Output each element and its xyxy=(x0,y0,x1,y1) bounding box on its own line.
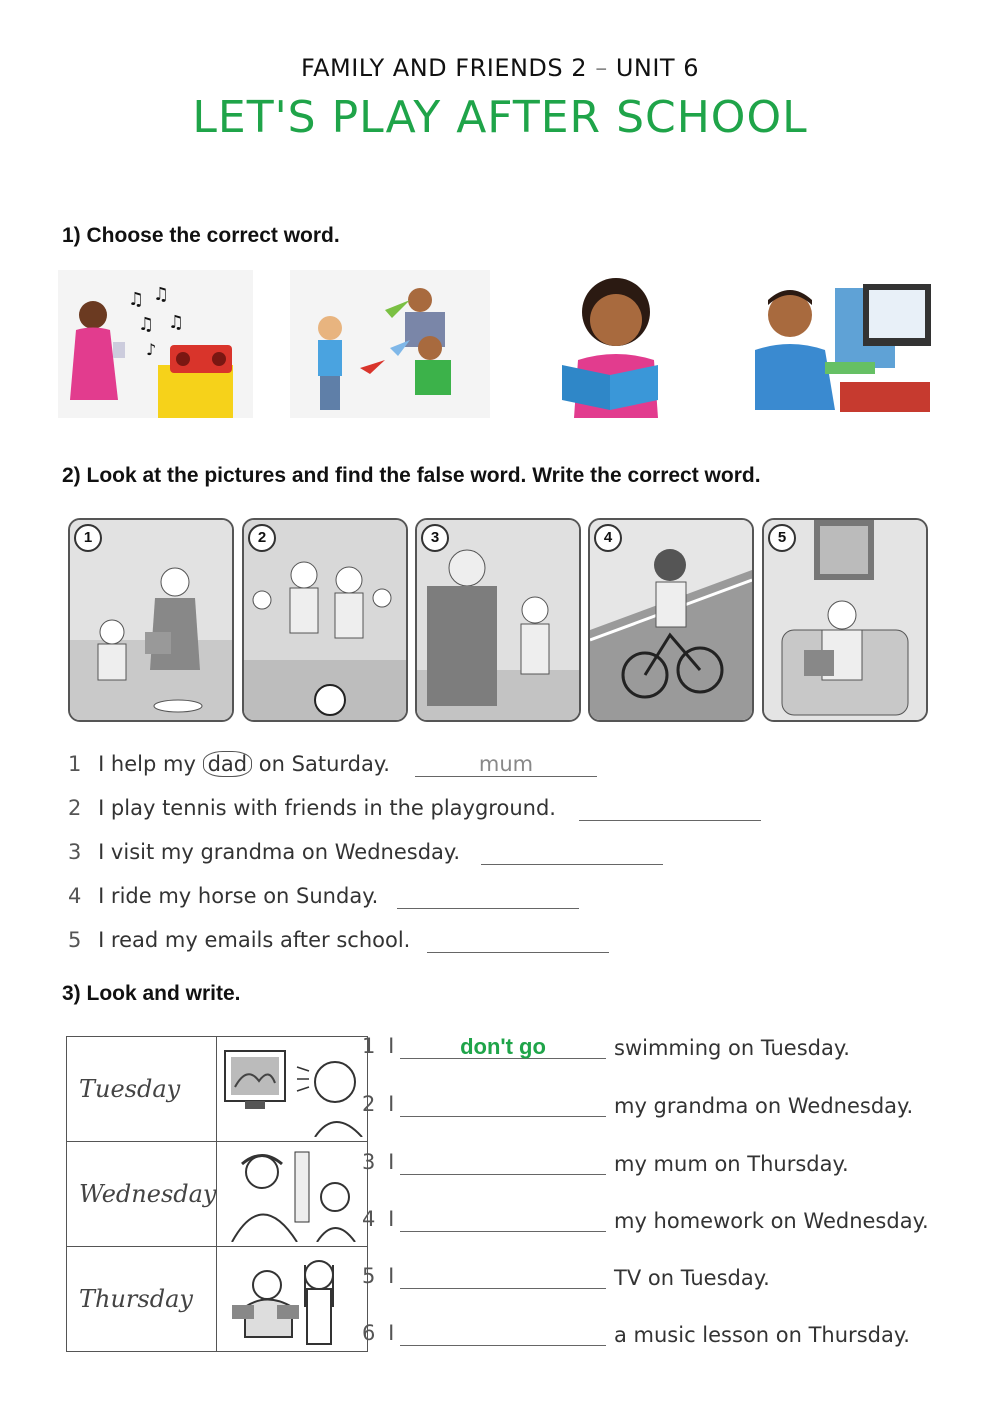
row-number: 6 xyxy=(362,1321,376,1345)
sentence-1 xyxy=(68,752,390,776)
visiting-grandma-picture xyxy=(217,1142,368,1247)
table-row xyxy=(67,1037,368,1142)
svg-text:♫: ♫ xyxy=(153,284,170,305)
subtitle-dash: – xyxy=(595,54,608,82)
sentence-number: 3 xyxy=(68,840,82,864)
day-cell xyxy=(67,1142,217,1247)
write-row-4 xyxy=(362,1207,394,1231)
write-row-5 xyxy=(362,1264,394,1288)
svg-text:♫: ♫ xyxy=(128,289,145,310)
row-rest-text: my homework on Wednesday. xyxy=(614,1209,929,1233)
row-rest-text: my mum on Thursday. xyxy=(614,1152,849,1176)
sentence-5 xyxy=(68,928,410,952)
days-table xyxy=(66,1036,368,1352)
row-rest-text: a music lesson on Thursday. xyxy=(614,1323,910,1347)
write-row-2 xyxy=(362,1092,394,1116)
table-row xyxy=(67,1142,368,1247)
write-row-6 xyxy=(362,1321,394,1345)
picture-panel-3 xyxy=(415,518,581,722)
answer-blank-1[interactable]: mum xyxy=(415,752,597,777)
row-rest-text: swimming on Tuesday. xyxy=(614,1036,850,1060)
sentence-number: 4 xyxy=(68,884,82,908)
sentence-2 xyxy=(68,796,556,820)
sentence-4 xyxy=(68,884,378,908)
day-cell xyxy=(67,1037,217,1142)
row-subject: I xyxy=(388,1207,395,1231)
answer-blank-2[interactable] xyxy=(579,796,761,821)
row-number: 5 xyxy=(362,1264,376,1288)
answer-blank-4[interactable] xyxy=(397,884,579,909)
exercise-2-title: 2) Look at the pictures and find the false word. Write the correct word. xyxy=(62,464,761,487)
row-subject: I xyxy=(388,1150,395,1174)
helping-mum-picture xyxy=(217,1247,368,1352)
row-number: 2 xyxy=(362,1092,376,1116)
row-subject: I xyxy=(388,1264,395,1288)
day-label: Thursday xyxy=(79,1285,193,1313)
write-blank-6[interactable] xyxy=(400,1321,606,1346)
listening-to-music-picture xyxy=(58,270,253,418)
sentence-text: I read my emails after school. xyxy=(98,928,411,952)
write-row-3 xyxy=(362,1150,394,1174)
picture-panel-4 xyxy=(588,518,754,722)
write-row-1 xyxy=(362,1034,394,1058)
day-cell xyxy=(67,1247,217,1352)
row-number: 3 xyxy=(362,1150,376,1174)
exercise-1-title: 1) Choose the correct word. xyxy=(62,224,340,247)
book-name: FAMILY AND FRIENDS 2 xyxy=(301,54,588,82)
answer-blank-5[interactable] xyxy=(427,928,609,953)
write-blank-5[interactable] xyxy=(400,1264,606,1289)
picture-panel-1 xyxy=(68,518,234,722)
write-blank-1[interactable]: don't go xyxy=(400,1034,606,1059)
panel-number: 4 xyxy=(594,524,622,552)
row-rest-text: my grandma on Wednesday. xyxy=(614,1094,914,1118)
sentence-number: 1 xyxy=(68,752,82,776)
playing-with-planes-picture xyxy=(290,270,490,418)
table-row xyxy=(67,1247,368,1352)
panel-number: 3 xyxy=(421,524,449,552)
sentence-text: I play tennis with friends in the playground. xyxy=(98,796,556,820)
row-rest-text: TV on Tuesday. xyxy=(614,1266,770,1290)
panel-number: 2 xyxy=(248,524,276,552)
picture-panel-2 xyxy=(242,518,408,722)
write-blank-2[interactable] xyxy=(400,1092,606,1117)
exercise-3-title: 3) Look and write. xyxy=(62,982,241,1005)
worksheet-title: LET'S PLAY AFTER SCHOOL xyxy=(192,92,808,143)
row-number: 1 xyxy=(362,1034,376,1058)
using-computer-picture xyxy=(745,270,933,418)
sentence-number: 2 xyxy=(68,796,82,820)
svg-text:♫: ♫ xyxy=(138,314,155,335)
day-label: Wednesday xyxy=(79,1180,217,1208)
svg-text:♫: ♫ xyxy=(168,312,185,333)
sentence-text: I visit my grandma on Wednesday. xyxy=(98,840,461,864)
panel-number: 5 xyxy=(768,524,796,552)
circled-word: dad xyxy=(203,751,253,777)
row-subject: I xyxy=(388,1092,395,1116)
panel-number: 1 xyxy=(74,524,102,552)
sentence-text: I ride my horse on Sunday. xyxy=(98,884,379,908)
watching-tv-picture xyxy=(217,1037,368,1142)
answer-blank-3[interactable] xyxy=(481,840,663,865)
svg-text:♪: ♪ xyxy=(146,340,157,359)
row-subject: I xyxy=(388,1034,395,1058)
day-label: Tuesday xyxy=(79,1075,181,1103)
row-number: 4 xyxy=(362,1207,376,1231)
picture-panel-5 xyxy=(762,518,928,722)
write-blank-3[interactable] xyxy=(400,1150,606,1175)
write-blank-4[interactable] xyxy=(400,1207,606,1232)
unit-number: UNIT 6 xyxy=(615,54,699,82)
sentence-text: I help my xyxy=(98,752,196,776)
row-subject: I xyxy=(388,1321,395,1345)
worksheet-subtitle xyxy=(0,54,1000,82)
sentence-3 xyxy=(68,840,460,864)
sentence-text: on Saturday. xyxy=(258,752,390,776)
sentence-number: 5 xyxy=(68,928,82,952)
reading-book-picture xyxy=(548,270,723,418)
